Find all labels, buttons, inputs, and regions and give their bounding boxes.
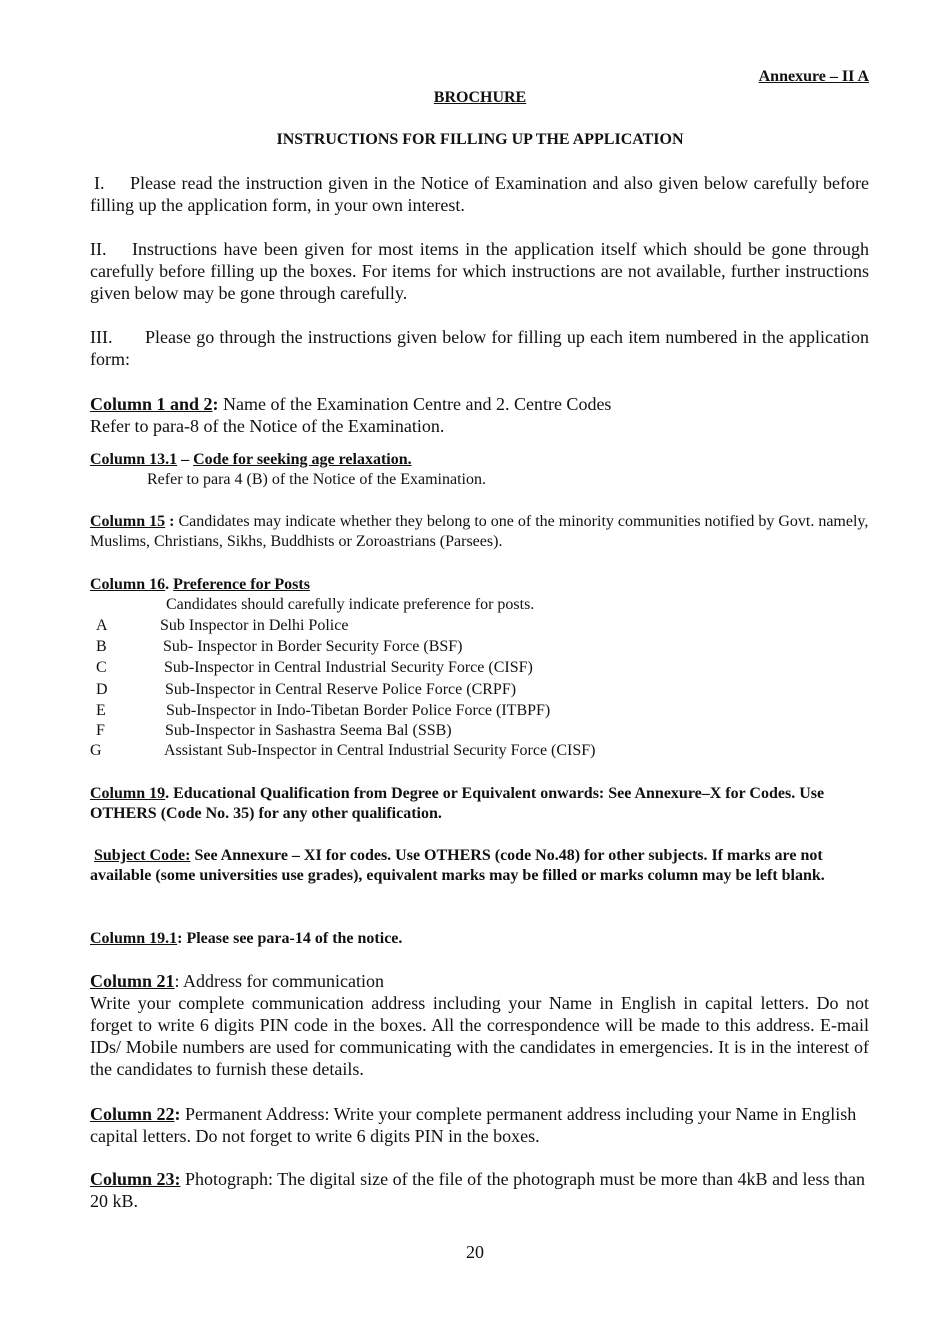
- paragraph-1: [90, 172, 869, 216]
- column-15-colon: :: [165, 513, 175, 530]
- post-row-g: [90, 741, 596, 761]
- column-21-heading: Column 21: [90, 971, 175, 991]
- column-16-heading: Column 16: [90, 576, 166, 593]
- column-16-section: [90, 575, 869, 615]
- post-letter: F: [96, 722, 105, 739]
- post-name: Sub Inspector in Delhi Police: [160, 617, 349, 634]
- column-13-1-heading: Column 13.1: [90, 451, 178, 468]
- column-16-note: Candidates should carefully indicate preference for posts.: [166, 596, 535, 613]
- column-1-2-reference: Refer to para-8 of the Notice of the Examination.: [90, 416, 445, 436]
- column-19-1-heading: Column 19.1: [90, 930, 178, 947]
- subject-code-text: See Annexure – XI for codes. Use OTHERS (code No.48) for other subjects. If marks are not available (some universities use grades), equivalent marks may be filled or marks column may be left blank.: [90, 847, 825, 884]
- subject-code-heading: Subject Code:: [94, 847, 191, 864]
- paragraph-3-number: III.: [90, 327, 113, 347]
- column-21-section: [90, 970, 869, 1080]
- page-number: 20: [466, 1242, 484, 1262]
- post-row-e: [90, 701, 550, 721]
- column-13-1-section: [90, 450, 869, 490]
- column-22-text: Permanent Address: Write your complete permanent address including your Name in English capital letters. Do not forget to write 6 digits PIN in the boxes.: [90, 1104, 857, 1146]
- column-19-1-section: [90, 929, 869, 949]
- paragraph-1-number: I.: [94, 173, 105, 193]
- post-row-b: [90, 637, 463, 657]
- post-letter: G: [90, 742, 102, 759]
- column-13-1-dash: –: [177, 451, 194, 468]
- column-16-dot: .: [165, 576, 174, 593]
- paragraph-2-text: Instructions have been given for most items in the application itself which should be gone through carefully before filling up the boxes. For items for which instructions are not available, further instructions given below may be gone through carefully.: [90, 239, 869, 303]
- column-21-colon: :: [174, 971, 180, 991]
- post-name: Sub-Inspector in Central Industrial Security Force (CISF): [164, 659, 533, 676]
- instructions-title: INSTRUCTIONS FOR FILLING UP THE APPLICATION: [276, 131, 684, 148]
- post-letter: D: [96, 681, 108, 698]
- column-1-2-heading: Column 1 and 2: [90, 394, 213, 414]
- column-15-text: Candidates may indicate whether they belong to one of the minority communities notified by Govt. namely, Muslims, Christians, Sikhs, Buddhists or Zoroastrians (Parsees).: [90, 513, 869, 550]
- brochure-heading: BROCHURE: [433, 89, 527, 106]
- column-21-text: Write your complete communication address including your Name in English in capital letters. Do not forget to write 6 digits PIN code in the boxes. All the correspondence will be made to this address. E-mail IDs/ Mobile numbers are used for communicating with the candidates in emergencies. It is in the interest of the candidates to furnish these details.: [90, 993, 869, 1079]
- post-letter: E: [96, 702, 106, 719]
- column-22-heading: Column 22: [90, 1104, 175, 1124]
- post-row-c: [90, 658, 533, 678]
- post-name: Sub-Inspector in Sashastra Seema Bal (SSB): [165, 722, 452, 739]
- column-22-colon: :: [174, 1104, 181, 1124]
- column-15-heading: Column 15: [90, 513, 166, 530]
- column-19-1-text: : Please see para-14 of the notice.: [177, 930, 403, 947]
- column-16-subheading: Preference for Posts: [173, 576, 310, 593]
- subject-code-section: [90, 846, 869, 886]
- post-name: Sub-Inspector in Indo-Tibetan Border Police Force (ITBPF): [166, 702, 551, 719]
- column-23-section: [90, 1168, 869, 1212]
- post-row-a: [90, 616, 348, 636]
- column-13-1-subheading: Code for seeking age relaxation.: [193, 451, 412, 468]
- column-19-heading: Column 19: [90, 785, 166, 802]
- column-1-2-text: Name of the Examination Centre and 2. Centre Codes: [218, 394, 612, 414]
- column-23-heading: Column 23:: [90, 1169, 181, 1189]
- annexure-label: Annexure – II A: [758, 68, 869, 85]
- post-row-d: [90, 680, 516, 700]
- column-21-title: Address for communication: [179, 971, 384, 991]
- column-22-section: [90, 1103, 869, 1147]
- post-letter: B: [96, 638, 107, 655]
- post-name: Sub-Inspector in Central Reserve Police Force (CRPF): [165, 681, 517, 698]
- column-13-1-reference: Refer to para 4 (B) of the Notice of the Examination.: [147, 471, 486, 488]
- paragraph-2: [90, 238, 869, 304]
- column-1-2-colon: :: [212, 394, 219, 414]
- column-19-section: [90, 784, 869, 824]
- post-letter: C: [96, 659, 107, 676]
- paragraph-3-text: Please go through the instructions given below for filling up each item numbered in the application form:: [90, 327, 869, 369]
- post-name: Assistant Sub-Inspector in Central Industrial Security Force (CISF): [164, 742, 596, 759]
- paragraph-2-number: II.: [90, 239, 107, 259]
- column-15-section: [90, 512, 869, 552]
- paragraph-3: [90, 326, 869, 370]
- post-row-f: [90, 721, 452, 741]
- post-letter: A: [96, 617, 108, 634]
- post-name: Sub- Inspector in Border Security Force (BSF): [163, 638, 463, 655]
- column-1-2-section: [90, 393, 869, 437]
- paragraph-1-text: Please read the instruction given in the Notice of Examination and also given below carefully before filling up the application form, in your own interest.: [90, 173, 869, 215]
- column-19-text: . Educational Qualification from Degree or Equivalent onwards: See Annexure–X for Codes. Use OTHERS (Code No. 35) for any other qualification.: [90, 785, 825, 822]
- column-23-text: Photograph: The digital size of the file of the photograph must be more than 4kB and less than 20 kB.: [90, 1169, 866, 1211]
